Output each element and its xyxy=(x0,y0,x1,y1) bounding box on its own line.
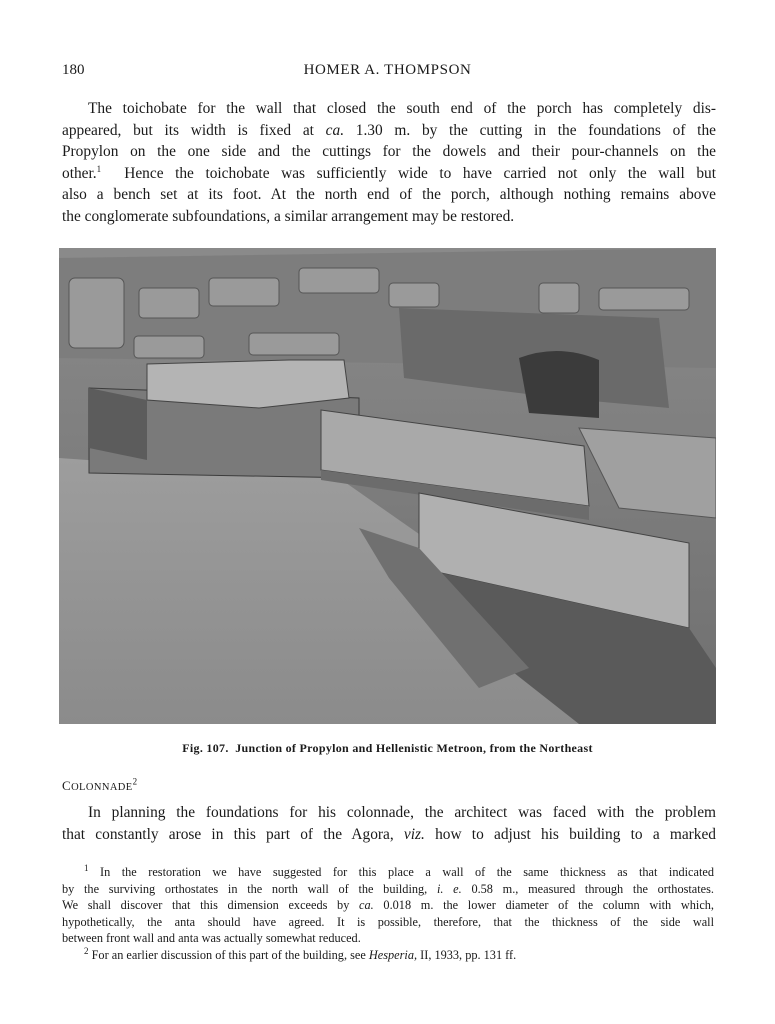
section-heading-colonnade: COLONNADE$^2$ xyxy=(62,776,138,793)
text-line: $^2$ For an earlier discussion of this part of the building, see Hesperia, II, 1933, pp. 131 ff. xyxy=(84,945,517,962)
figure-label: Fig. 107. xyxy=(182,741,229,755)
paragraph-colonnade xyxy=(62,802,716,845)
text-line: also a bench set at its foot. At the north end of the porch, although nothing remains above xyxy=(62,186,716,204)
text-line: Propylon on the one side and the cuttings for the dowels and their pour-channels on the xyxy=(62,143,716,161)
text-line: by the surviving orthostates in the north wall of the building, i. e. 0.58 m., measured through the orthostates. xyxy=(62,881,714,896)
text-line: In planning the foundations for his colonnade, the architect was faced with the problem xyxy=(88,804,716,821)
text-line: The toichobate for the wall that closed the south end of the porch has completely dis- xyxy=(88,100,716,117)
text-line: the conglomerate subfoundations, a similar arrangement may be restored. xyxy=(62,207,515,225)
text-line: appeared, but its width is fixed at ca. 1.30 m. by the cutting in the foundations of the xyxy=(62,121,716,139)
text-line: other.$^1$ Hence the toichobate was sufficiently wide to have carried not only the wall but xyxy=(62,163,716,182)
text-line: hypothetically, the anta should have agreed. It is possible, therefore, that the thickness of the side wall xyxy=(62,914,714,929)
running-title: HOMER A. THOMPSON xyxy=(303,62,472,78)
footnote-2 xyxy=(62,947,714,964)
footnote-ref-1: 1 xyxy=(96,163,102,174)
text-line: between front wall and anta was actually somewhat reduced. xyxy=(62,931,361,946)
footnote-1 xyxy=(62,864,714,947)
paragraph-toichobate xyxy=(62,98,716,228)
text-line: that constantly arose in this part of the Agora, viz. how to adjust his building to a marked xyxy=(62,825,717,843)
figure-caption-text: Junction of Propylon and Hellenistic Metroon, from the Northeast xyxy=(235,741,593,755)
excavation-photo xyxy=(59,248,716,724)
text-line: $^1$ In the restoration we have suggested for this place a wall of the same thickness as that indicated xyxy=(84,862,714,879)
text-line: We shall discover that this dimension exceeds by ca. 0.018 m. the lower diameter of the column with which, xyxy=(62,898,715,913)
figure-caption xyxy=(0,741,775,756)
page-number: 180 xyxy=(62,62,85,78)
footnote-ref-2: 2 xyxy=(132,776,138,787)
